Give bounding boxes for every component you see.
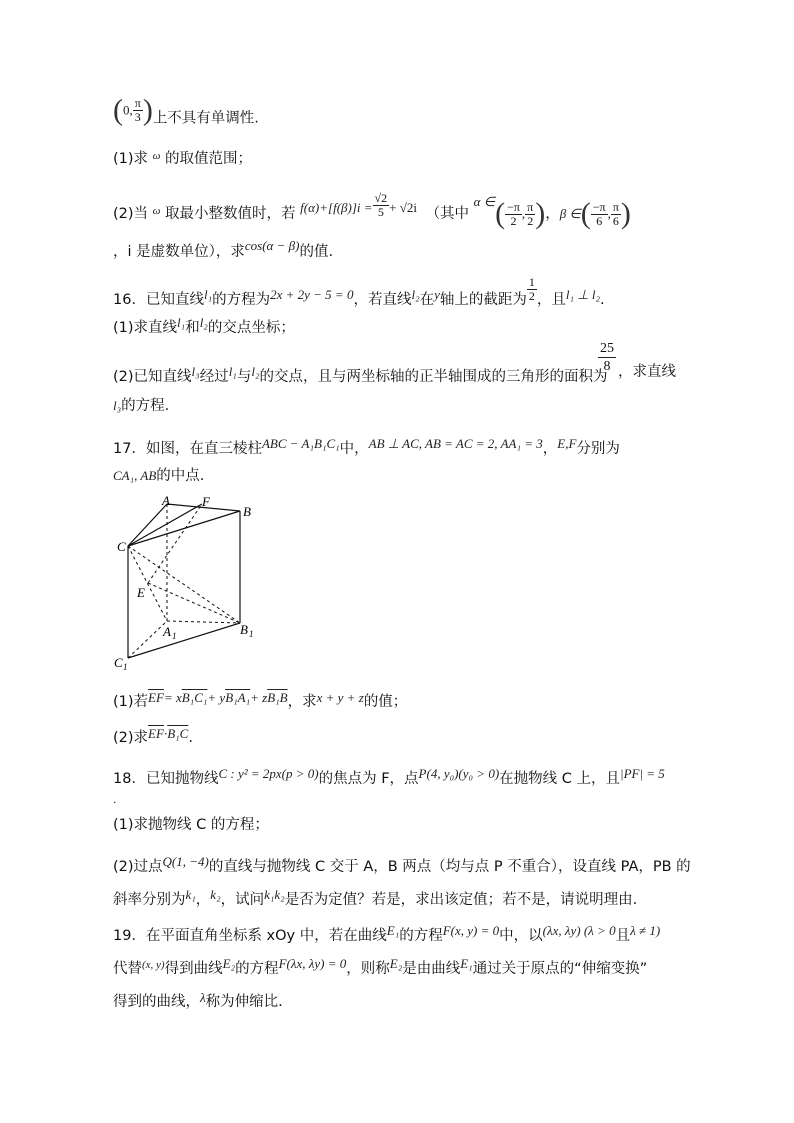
p17-in: 中， [339,441,369,457]
label-B1: B [240,622,248,637]
p16-text-d: 轴上的截距为 [439,292,527,308]
point-P: P(4, y₀)(y₀ > 0) [418,766,500,781]
p19-ratio: 称为伸缩比. [205,994,283,1010]
p19-transform: 通过关于原点的“伸缩变换” [472,961,648,977]
problem-16-1 [113,313,295,338]
slope-k2: k₂ [210,887,221,902]
p16-text-b: ，若直线 [353,292,412,308]
lambda-neq: λ ≠ 1) [630,923,661,938]
ef-points: E,F [557,436,577,451]
p19-replace: 代替 [113,961,142,977]
beta-in: β ∈ [559,206,581,221]
label-E: E [137,585,145,600]
p18-2-text: 的直线与抛物线 C 交于 A，B 两点（均与点 P 不重合），设直线 PA，PB 的 [208,859,691,875]
p16-2-text-c: 的交点，且与两坐标轴的正半轴围成的三角形的面积为 [259,369,608,385]
p16-2-text-a: (2)已知直线 [113,369,192,385]
vector-B1A1: B₁A₁ [225,690,251,705]
alpha-right-paren: ) [535,197,546,230]
label-C1: C [114,655,123,670]
segment-CF [128,504,202,546]
eq-x: = x [163,690,182,705]
alpha-right-fraction: $\frac{\pi}{2}$ [527,199,534,228]
prism-figure [110,493,270,673]
complex-formula: f(α)+[f(β)]i = [300,200,373,215]
alpha-left-paren: ( [495,197,506,230]
interval-line [113,93,259,129]
question-15-1 [113,146,252,169]
vector-B1B: B₁B [267,690,288,705]
problem-16-2 [113,362,607,387]
p19-intro: 19．在平面直角坐标系 xOy 中，若在曲线 [113,928,387,944]
perpendicular: l₁ ⊥ l₂ [565,287,600,302]
vector-EF: $\overline{EF}$ [148,690,164,705]
prism-name: ABC − A₁B₁C₁ [261,436,340,451]
left-paren: ( [113,93,123,127]
p18-3-prefix: 斜率分别为 [113,892,186,908]
beta-left-paren: ( [580,197,591,230]
p19-called: ，则称 [346,961,390,977]
l1-symbol-2: l₁ [177,315,186,330]
p19-equation: 的方程 [235,961,279,977]
p19-get-curve: 得到曲线 [164,961,223,977]
p16-intro: 16．已知直线 [113,292,204,308]
alpha-in: α ∈ [473,194,496,209]
problem-16-2-cont [113,396,169,416]
edge-A1B1 [167,621,240,623]
sqrt2-over-5: $\frac{√2}{5}$ [374,191,388,219]
q2-end: 的值. [299,244,334,260]
question-15-2: (2)当 $^\omega$ 取最小整数值时，若 f(α)+[f(β)]i = $\frac{√2}{5}$ + √2i （其中 α ∈( $\frac{-\pi}{2}$ , $\frac{\pi}{2}$ )，β ∈( $\frac{-\pi}{6}$ , $\frac{\pi}{6}$ ) [113,191,631,230]
p18-on-curve: 在抛物线 C 上，且 [499,771,620,787]
p16-text-e: ，且 [536,292,566,308]
label-B: B [243,504,251,519]
p16-text-a: 的方程为 [212,292,271,308]
monotonic-text: 上不具有单调性. [152,110,259,127]
product-k1k2: k₁k₂ [264,887,285,902]
beta-right-fraction: $\frac{\pi}{6}$ [612,199,619,228]
problem-18-2 [113,852,691,877]
equation-F: F(x, y) = 0 [442,923,500,938]
p19-and: 且 [615,928,631,944]
label-A1: A [163,624,171,639]
p17-1-prefix: (1)若 [113,694,149,710]
label-C1-sub: 1 [123,662,128,672]
edge-C1B1 [128,623,240,658]
problem-18-3 [113,885,637,910]
half-fraction: $\frac{1}{2}$ [528,275,535,303]
p18-focus-text: 的焦点为 F，点 [318,771,419,787]
area-fraction: $\frac{25}{8}$ [600,341,614,374]
label-A1-sub: 1 [172,631,177,641]
problem-17-1 [113,688,407,712]
p18-dot: . [113,793,117,806]
curve-E1-b: E₁ [460,956,473,971]
beta-right-paren: ) [620,197,631,230]
l2-symbol-2: l₂ [199,315,208,330]
and-word: 和 [185,320,200,336]
p16-text-c: 在 [419,292,435,308]
l2-symbol-3: l₂ [251,364,260,379]
lambda-symbol: λ [200,990,206,1005]
p17-intro: 17．如图，在直三棱柱 [113,441,262,457]
l1-equation: 2x + 2y − 5 = 0 [270,287,354,302]
segment-EB1 [148,583,240,623]
p16-2-text-b: 经过 [199,369,229,385]
l3-symbol-2: l₃ [113,398,122,413]
p18-3-end: 是否为定值？若是，求出该定值；若不是，请说明理由. [284,892,638,908]
q1-suffix: 的取值范围； [165,151,253,167]
beta-left-fraction: $\frac{-\pi}{6}$ [592,199,606,228]
p17-2-prefix: (2)求 [113,730,149,746]
q1-prefix: (1)求 [113,151,149,167]
omega-symbol-2: ω [152,205,161,217]
curve-E1: E₁ [386,923,400,938]
p17-1-end: 的值； [363,694,408,710]
problem-17-2 [113,724,193,748]
vector-B1C: B₁C [167,726,189,741]
p19-from-curve: 是由曲线 [402,961,461,977]
p19-text-a: 的方程 [399,928,443,944]
problem-16 [113,276,605,310]
comma: ， [545,206,560,222]
distance-PF: |PF| = 5 [620,766,665,781]
curve-E2: E₂ [222,956,236,971]
vector-B1C1: B₁C₁ [181,690,208,705]
problem-18-1: (1)求抛物线 C 的方程； [113,817,269,833]
problem-17-cont [113,466,204,486]
slope-k1: k₁ [185,887,196,902]
p16-1-end: 的交点坐标； [207,320,295,336]
comma-2: ， [195,892,211,908]
q2-prefix: (2)当 [113,206,149,222]
p17-respectively: 分别为 [576,441,620,457]
label-F: F [202,494,210,509]
label-B1-sub: 1 [249,629,254,639]
p18-intro: 18．已知抛物线 [113,771,219,787]
l1-symbol-3: l₁ [228,364,237,379]
problem-19-end [113,988,283,1012]
sum-xyz: x + y + z [316,690,364,705]
l1-symbol: l₁ [203,287,213,302]
equation-F-lambda: F(λx, λy) = 0 [278,956,347,971]
point-Q: Q(1, −4) [162,854,209,869]
vector-EF-2: $\overline{EF}$ [148,726,164,741]
plus-y: + y [207,690,226,705]
pi-third-fraction: $\frac{\pi}{3}$ [134,96,141,124]
problem-18 [113,764,665,789]
right-paren: ) [142,93,153,127]
problem-19-cont [113,954,647,979]
p18-2-prefix: (2)过点 [113,859,163,875]
p16-1-text: (1)求直线 [113,320,178,336]
question-15-2-cont [113,236,333,262]
p16-end: . [599,292,605,308]
plus-z: + z [250,690,268,705]
label-A: A [162,493,170,508]
problem-17 [113,434,620,459]
pair-xy: (x, y) [142,959,165,971]
p19-curve-end: 得到的曲线， [113,994,200,1010]
p17-midpoints: 的中点. [156,468,205,484]
y-axis: y [434,287,440,302]
cos-expression: cos(α − β) [244,238,300,253]
parabola-equation: C : y² = 2px(p > 0) [218,766,319,781]
p16-2-text-d: ，求直线 [618,364,676,380]
p19-text-b: 中，以 [499,928,543,944]
curve-E2-b: E₂ [389,956,403,971]
alpha-left-fraction: $\frac{-\pi}{2}$ [507,199,520,228]
segment-CA1 [128,546,167,621]
dot-product: · [163,726,168,741]
p17-2-end: . [188,730,193,746]
lambda-pair: (λx, λy) (λ > 0 [542,923,616,938]
p17-comma: ， [542,441,558,457]
q2-text: 取最小整数值时，若 [165,206,296,222]
l3-symbol: l₃ [191,364,200,379]
problem-19 [113,921,660,946]
p17-1-find: ，求 [287,694,317,710]
with-word: 与 [236,369,252,385]
label-C: C [117,539,126,554]
l2-symbol: l₂ [411,287,420,302]
p18-3-ask: ，试问 [220,892,265,908]
prism-conditions: AB ⊥ AC, AB = AC = 2, AA₁ = 3 [368,436,543,451]
omega-symbol: ω [152,150,161,162]
p16-2-end: 的方程. [121,398,170,414]
q2-imag-unit-text: ，i 是虚数单位），求 [113,244,245,260]
midpoint-segments: CA₁, AB [113,468,157,483]
interval-zero: 0, [123,102,133,118]
sqrt2i-term: + √2i [389,200,417,215]
q2-where: （其中 [425,206,470,222]
